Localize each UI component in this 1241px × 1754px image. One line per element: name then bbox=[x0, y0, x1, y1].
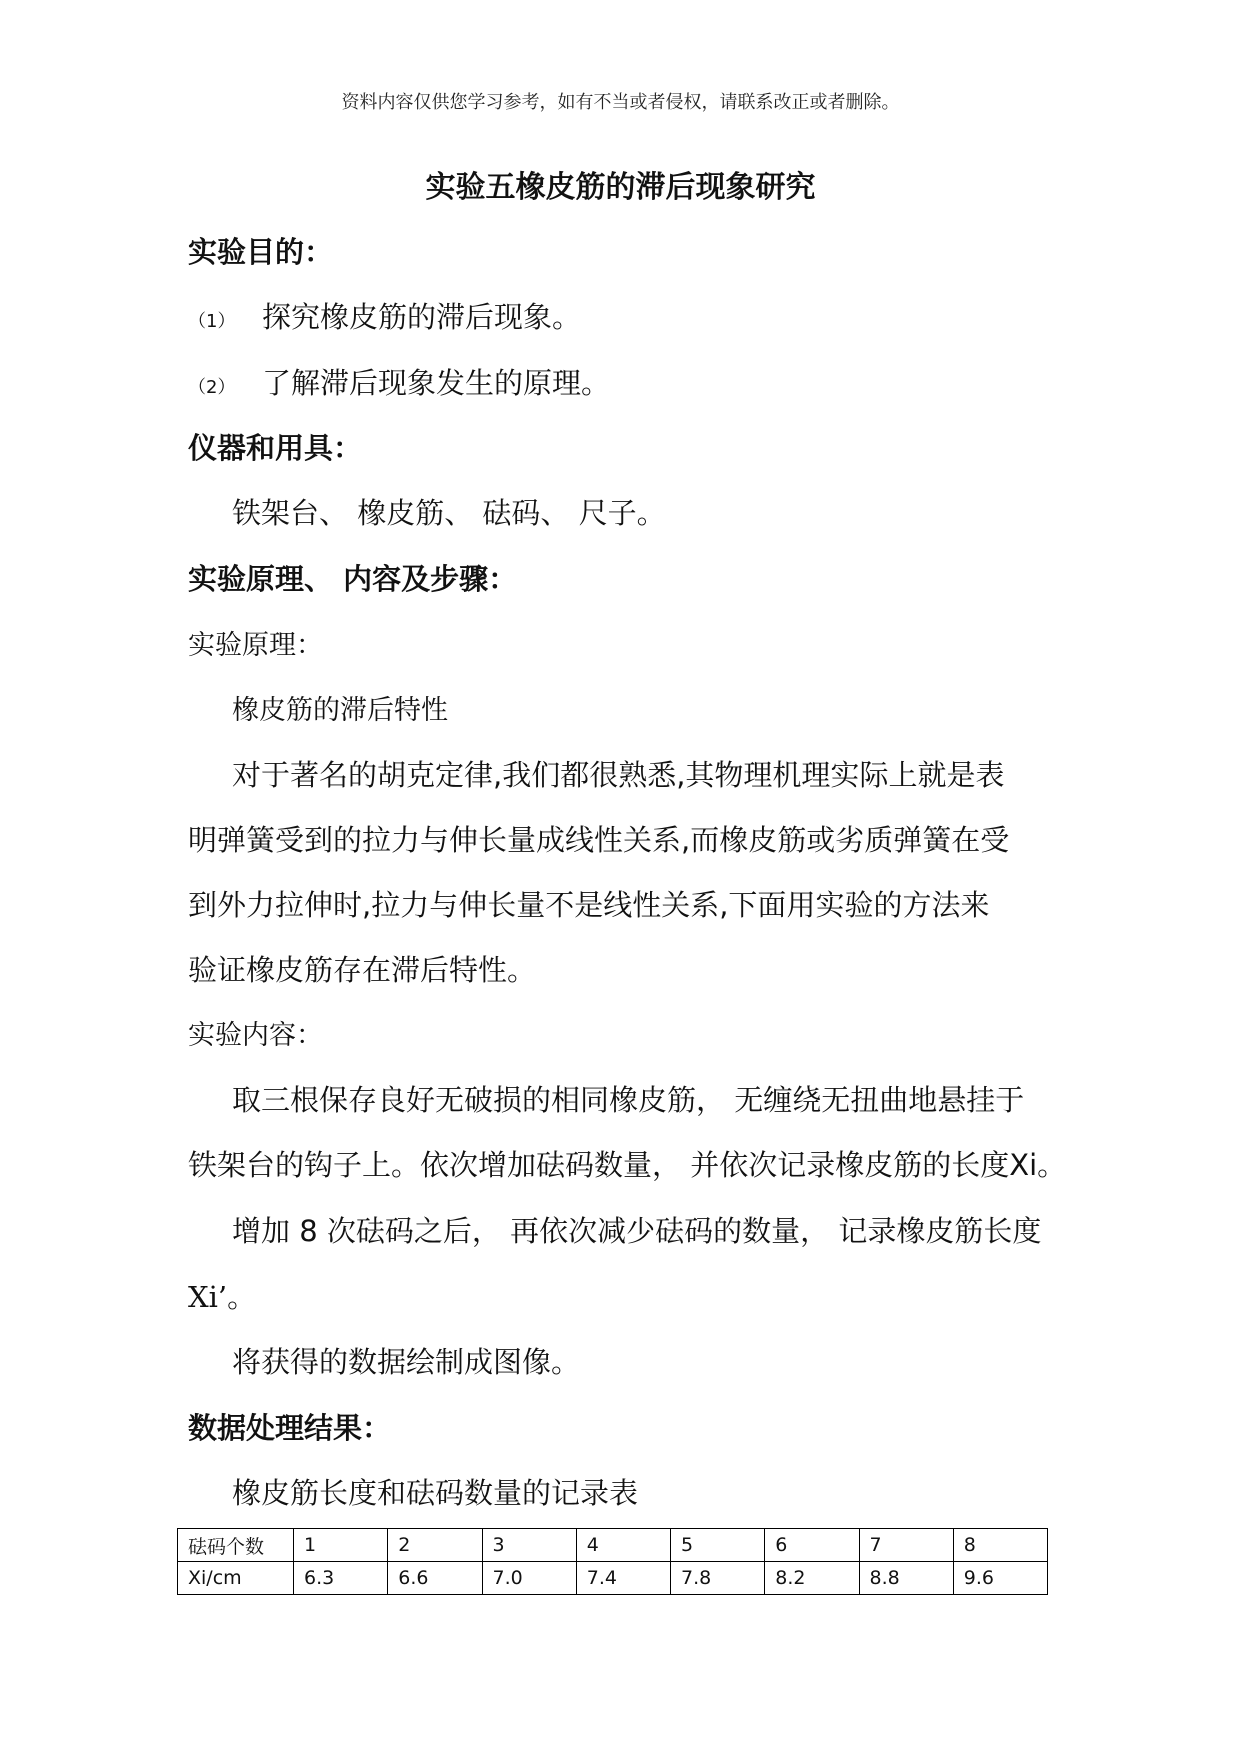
length-cell: 6.6 bbox=[388, 1562, 482, 1595]
content-paragraph-line: 取三根保存良好无破损的相同橡皮筋， 无缠绕无扭曲地悬挂于 bbox=[232, 1083, 1025, 1117]
record-table bbox=[177, 1528, 1048, 1595]
length-cell: 9.6 bbox=[953, 1562, 1047, 1595]
content-label: 实验内容： bbox=[188, 1020, 323, 1051]
length-cell: 8.2 bbox=[765, 1562, 859, 1595]
count-cell: 5 bbox=[671, 1529, 765, 1562]
length-cell: 7.8 bbox=[671, 1562, 765, 1595]
purpose-item-text: 探究橡皮筋的滞后现象。 bbox=[262, 300, 582, 334]
content-paragraph-line: Xi’。 bbox=[188, 1280, 257, 1314]
table-caption: 橡皮筋长度和砝码数量的记录表 bbox=[232, 1476, 639, 1510]
purpose-item-2 bbox=[188, 361, 610, 402]
purpose-item-text: 了解滞后现象发生的原理。 bbox=[262, 366, 611, 400]
principle-paragraph-line: 到外力拉伸时,拉力与伸长量不是线性关系,下面用实验的方法来 bbox=[188, 888, 990, 922]
principle-paragraph-line: 明弹簧受到的拉力与伸长量成线性关系,而橡皮筋或劣质弹簧在受 bbox=[188, 823, 1010, 857]
length-cell: 6.3 bbox=[294, 1562, 388, 1595]
length-cell: 8.8 bbox=[859, 1562, 953, 1595]
count-cell: 6 bbox=[765, 1529, 859, 1562]
principle-subtitle: 橡皮筋的滞后特性 bbox=[232, 695, 448, 726]
table-row bbox=[178, 1562, 1048, 1595]
count-cell: 3 bbox=[482, 1529, 576, 1562]
results-heading: 数据处理结果： bbox=[188, 1411, 392, 1445]
principle-paragraph-line: 验证橡皮筋存在滞后特性。 bbox=[188, 953, 537, 987]
count-cell: 1 bbox=[294, 1529, 388, 1562]
header-notice: 资料内容仅供您学习参考，如有不当或者侵权，请联系改正或者删除。 bbox=[341, 92, 900, 113]
principle-label: 实验原理： bbox=[188, 630, 323, 661]
content-paragraph-line: 铁架台的钩子上。依次增加砝码数量， 并依次记录橡皮筋的长度Xi。 bbox=[188, 1148, 1067, 1182]
purpose-item-number: （1） bbox=[188, 311, 236, 332]
purpose-heading: 实验目的： bbox=[188, 235, 334, 269]
purpose-item-1 bbox=[188, 295, 581, 336]
purpose-item-number: （2） bbox=[188, 377, 236, 398]
principle-paragraph-line: 对于著名的胡克定律,我们都很熟悉,其物理机理实际上就是表 bbox=[232, 758, 1005, 792]
principle-section-heading: 实验原理、 内容及步骤： bbox=[188, 562, 518, 596]
equipment-heading: 仪器和用具： bbox=[188, 431, 363, 465]
count-cell: 7 bbox=[859, 1529, 953, 1562]
table-row bbox=[178, 1529, 1048, 1562]
content-paragraph-line: 增加 8 次砝码之后， 再依次减少砝码的数量， 记录橡皮筋长度 bbox=[232, 1214, 1042, 1248]
content-paragraph-line: 将获得的数据绘制成图像。 bbox=[232, 1345, 581, 1379]
row-header-count: 砝码个数 bbox=[178, 1529, 294, 1562]
count-cell: 8 bbox=[953, 1529, 1047, 1562]
length-cell: 7.0 bbox=[482, 1562, 576, 1595]
count-cell: 4 bbox=[576, 1529, 670, 1562]
row-header-length: Xi/cm bbox=[178, 1562, 294, 1595]
length-cell: 7.4 bbox=[576, 1562, 670, 1595]
count-cell: 2 bbox=[388, 1529, 482, 1562]
equipment-list: 铁架台、 橡皮筋、 砝码、 尺子。 bbox=[232, 496, 666, 530]
document-title: 实验五橡皮筋的滞后现象研究 bbox=[425, 170, 816, 205]
